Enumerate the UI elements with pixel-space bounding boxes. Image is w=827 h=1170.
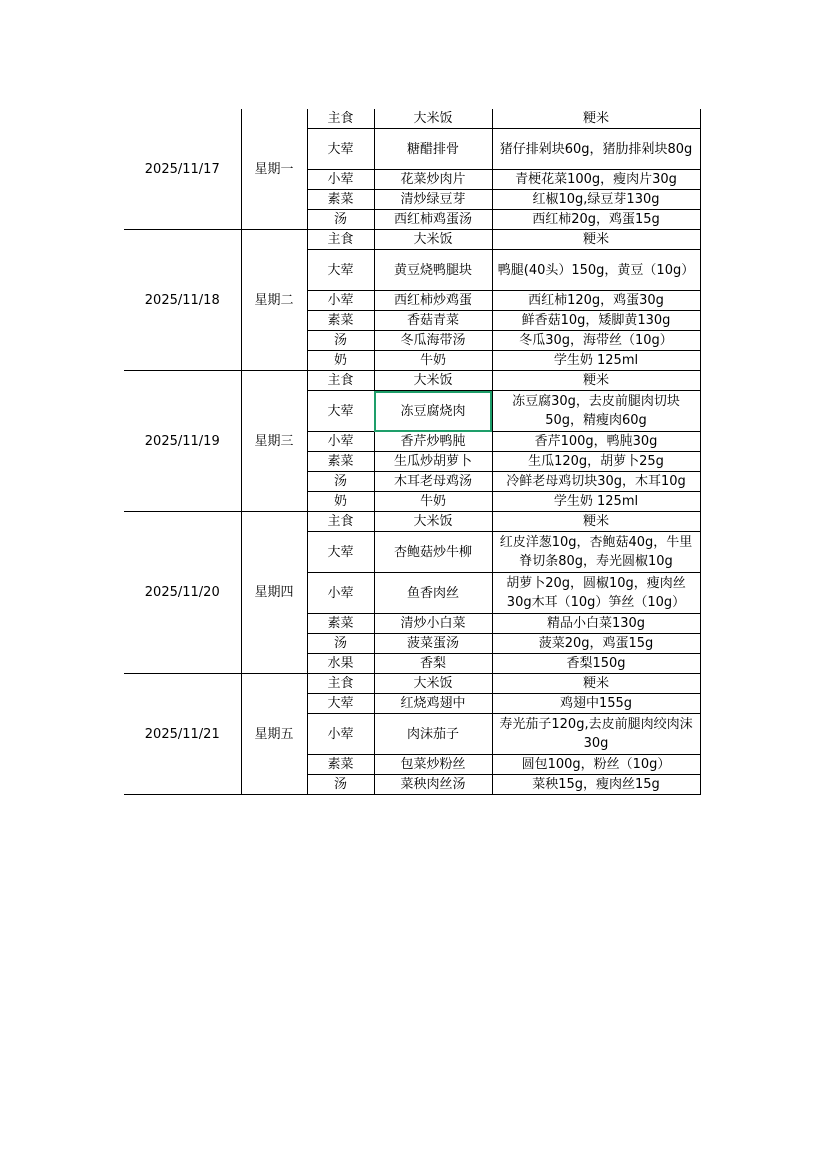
dish-cell[interactable]: 糖醋排骨 — [374, 129, 492, 170]
dish-cell[interactable]: 西红柿鸡蛋汤 — [374, 210, 492, 230]
ingredients-cell[interactable]: 粳米 — [492, 230, 700, 250]
meal-type-cell[interactable]: 汤 — [307, 634, 374, 654]
dish-cell[interactable]: 花菜炒肉片 — [374, 170, 492, 190]
ingredients-cell[interactable]: 学生奶 125ml — [492, 492, 700, 512]
dish-cell[interactable]: 红烧鸡翅中 — [374, 694, 492, 714]
menu-row — [124, 371, 700, 391]
meal-type-cell[interactable]: 大荤 — [307, 129, 374, 170]
dish-cell[interactable]: 牛奶 — [374, 492, 492, 512]
dish-cell[interactable]: 西红柿炒鸡蛋 — [374, 291, 492, 311]
meal-type-cell[interactable]: 小荤 — [307, 291, 374, 311]
date-cell[interactable]: 2025/11/18 — [124, 230, 241, 371]
ingredients-cell[interactable]: 粳米 — [492, 109, 700, 129]
ingredients-cell[interactable]: 粳米 — [492, 371, 700, 391]
ingredients-cell[interactable]: 圆包100g，粉丝（10g） — [492, 755, 700, 775]
meal-type-cell[interactable]: 素菜 — [307, 190, 374, 210]
meal-type-cell[interactable]: 大荤 — [307, 694, 374, 714]
dish-cell[interactable]: 大米饭 — [374, 674, 492, 694]
menu-row — [124, 512, 700, 532]
meal-type-cell[interactable]: 素菜 — [307, 755, 374, 775]
meal-type-cell[interactable]: 汤 — [307, 331, 374, 351]
dish-cell[interactable]: 包菜炒粉丝 — [374, 755, 492, 775]
dish-cell[interactable]: 菠菜蛋汤 — [374, 634, 492, 654]
ingredients-cell[interactable]: 香芹100g，鸭肫30g — [492, 432, 700, 452]
meal-type-cell[interactable]: 主食 — [307, 109, 374, 129]
ingredients-cell[interactable]: 胡萝卜20g，圆椒10g，瘦肉丝30g木耳（10g）笋丝（10g） — [492, 573, 700, 614]
dish-cell[interactable]: 肉沫茄子 — [374, 714, 492, 755]
ingredients-cell[interactable]: 精品小白菜130g — [492, 614, 700, 634]
dish-cell[interactable]: 菜秧肉丝汤 — [374, 775, 492, 795]
meal-type-cell[interactable]: 素菜 — [307, 614, 374, 634]
ingredients-cell[interactable]: 青梗花菜100g，瘦肉片30g — [492, 170, 700, 190]
weekday-cell[interactable]: 星期二 — [241, 230, 307, 371]
menu-table — [124, 109, 701, 795]
ingredients-cell[interactable]: 鸡翅中155g — [492, 694, 700, 714]
meal-type-cell[interactable]: 小荤 — [307, 170, 374, 190]
dish-cell[interactable]: 鱼香肉丝 — [374, 573, 492, 614]
meal-type-cell[interactable]: 素菜 — [307, 311, 374, 331]
meal-type-cell[interactable]: 素菜 — [307, 452, 374, 472]
dish-cell[interactable]: 大米饭 — [374, 512, 492, 532]
meal-type-cell[interactable]: 大荤 — [307, 391, 374, 432]
date-cell[interactable]: 2025/11/17 — [124, 109, 241, 230]
ingredients-cell[interactable]: 猪仔排剁块60g，猪肋排剁块80g — [492, 129, 700, 170]
meal-type-cell[interactable]: 主食 — [307, 674, 374, 694]
dish-cell[interactable]: 木耳老母鸡汤 — [374, 472, 492, 492]
meal-type-cell[interactable]: 水果 — [307, 654, 374, 674]
ingredients-cell[interactable]: 寿光茄子120g,去皮前腿肉绞肉沫30g — [492, 714, 700, 755]
weekday-cell[interactable]: 星期四 — [241, 512, 307, 674]
meal-type-cell[interactable]: 汤 — [307, 472, 374, 492]
ingredients-cell[interactable]: 学生奶 125ml — [492, 351, 700, 371]
meal-type-cell[interactable]: 主食 — [307, 512, 374, 532]
ingredients-cell[interactable]: 冬瓜30g，海带丝（10g） — [492, 331, 700, 351]
meal-type-cell[interactable]: 汤 — [307, 210, 374, 230]
menu-row — [124, 109, 700, 129]
ingredients-cell[interactable]: 西红柿20g，鸡蛋15g — [492, 210, 700, 230]
ingredients-cell[interactable]: 菠菜20g，鸡蛋15g — [492, 634, 700, 654]
meal-type-cell[interactable]: 大荤 — [307, 532, 374, 573]
weekday-cell[interactable]: 星期五 — [241, 674, 307, 795]
dish-cell[interactable]: 香梨 — [374, 654, 492, 674]
date-cell[interactable]: 2025/11/19 — [124, 371, 241, 512]
ingredients-cell[interactable]: 生瓜120g，胡萝卜25g — [492, 452, 700, 472]
meal-type-cell[interactable]: 小荤 — [307, 432, 374, 452]
dish-cell[interactable]: 牛奶 — [374, 351, 492, 371]
ingredients-cell[interactable]: 鸭腿(40头）150g，黄豆（10g） — [492, 250, 700, 291]
ingredients-cell[interactable]: 西红柿120g，鸡蛋30g — [492, 291, 700, 311]
dish-cell[interactable]: 大米饭 — [374, 109, 492, 129]
dish-cell[interactable]: 杏鲍菇炒牛柳 — [374, 532, 492, 573]
menu-row — [124, 230, 700, 250]
date-cell[interactable]: 2025/11/21 — [124, 674, 241, 795]
ingredients-cell[interactable]: 冻豆腐30g，去皮前腿肉切块50g，精瘦肉60g — [492, 391, 700, 432]
dish-cell[interactable]: 香芹炒鸭肫 — [374, 432, 492, 452]
date-cell[interactable]: 2025/11/20 — [124, 512, 241, 674]
dish-cell[interactable]: 香菇青菜 — [374, 311, 492, 331]
meal-type-cell[interactable]: 主食 — [307, 371, 374, 391]
ingredients-cell[interactable]: 香梨150g — [492, 654, 700, 674]
weekday-cell[interactable]: 星期一 — [241, 109, 307, 230]
ingredients-cell[interactable]: 菜秧15g，瘦肉丝15g — [492, 775, 700, 795]
dish-cell[interactable]: 大米饭 — [374, 371, 492, 391]
dish-cell[interactable]: 黄豆烧鸭腿块 — [374, 250, 492, 291]
menu-row — [124, 674, 700, 694]
dish-cell[interactable]: 冻豆腐烧肉 — [374, 391, 492, 432]
ingredients-cell[interactable]: 粳米 — [492, 674, 700, 694]
meal-type-cell[interactable]: 小荤 — [307, 714, 374, 755]
meal-type-cell[interactable]: 主食 — [307, 230, 374, 250]
dish-cell[interactable]: 冬瓜海带汤 — [374, 331, 492, 351]
ingredients-cell[interactable]: 鲜香菇10g，矮脚黄130g — [492, 311, 700, 331]
ingredients-cell[interactable]: 红椒10g,绿豆芽130g — [492, 190, 700, 210]
ingredients-cell[interactable]: 红皮洋葱10g，杏鲍菇40g，牛里脊切条80g，寿光圆椒10g — [492, 532, 700, 573]
meal-type-cell[interactable]: 奶 — [307, 351, 374, 371]
meal-type-cell[interactable]: 汤 — [307, 775, 374, 795]
meal-type-cell[interactable]: 奶 — [307, 492, 374, 512]
meal-type-cell[interactable]: 小荤 — [307, 573, 374, 614]
ingredients-cell[interactable]: 冷鲜老母鸡切块30g，木耳10g — [492, 472, 700, 492]
dish-cell[interactable]: 生瓜炒胡萝卜 — [374, 452, 492, 472]
dish-cell[interactable]: 清炒绿豆芽 — [374, 190, 492, 210]
weekday-cell[interactable]: 星期三 — [241, 371, 307, 512]
meal-type-cell[interactable]: 大荤 — [307, 250, 374, 291]
ingredients-cell[interactable]: 粳米 — [492, 512, 700, 532]
dish-cell[interactable]: 清炒小白菜 — [374, 614, 492, 634]
dish-cell[interactable]: 大米饭 — [374, 230, 492, 250]
